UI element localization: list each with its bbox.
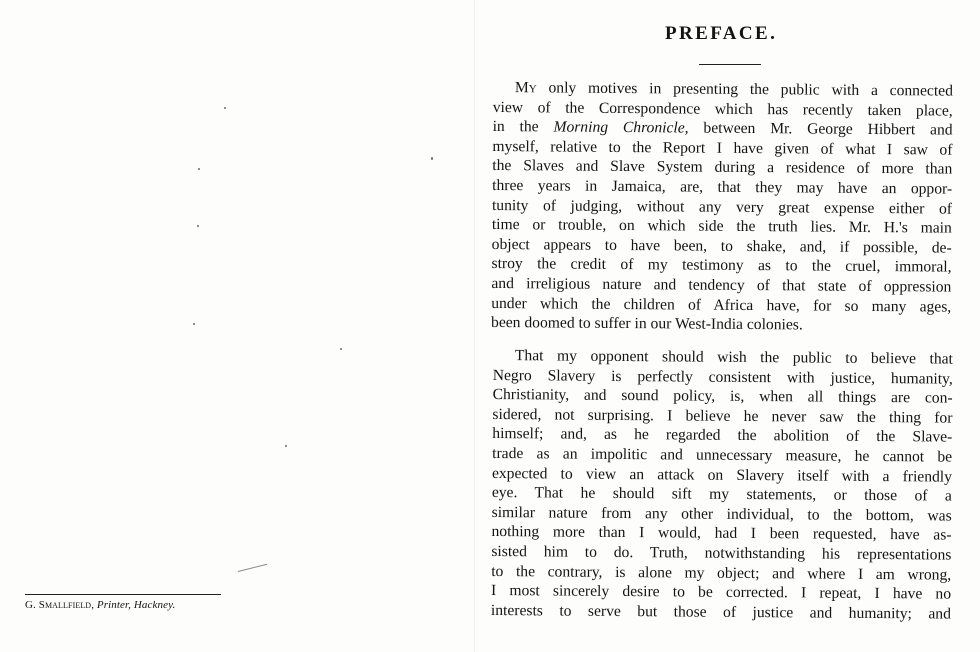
paper-speck: [198, 168, 200, 170]
printer-imprint: [25, 599, 175, 611]
drop-initial-word: My: [514, 79, 537, 97]
text-line: himself; and, as he regarded the abolition of the Slave-: [492, 425, 953, 446]
paper-speck: [224, 107, 226, 109]
text-line: That my opponent should wish the public to believe that: [514, 347, 953, 368]
line-text: between Mr. George Hibbert and: [688, 119, 953, 139]
printer-name: G. Smallfield,: [25, 599, 95, 611]
paper-speck: [197, 225, 199, 227]
text-line: myself, relative to the Report I have given of what I saw of: [492, 137, 953, 159]
paper-speck: [193, 323, 195, 325]
text-line: Christianity, and sound policy, is, when all things are con-: [492, 386, 953, 407]
text-line: Negro Slavery is perfectly consistent with justice, humanity,: [492, 366, 953, 388]
text-line: expected to view an attack on Slavery itself with a friendly: [491, 464, 953, 486]
text-line: the Slaves and Slave System during a residence of more than: [492, 157, 953, 178]
paragraph-1: [491, 78, 953, 336]
line-text: in the: [492, 118, 554, 136]
text-line: and irreligious nature and tendency of that state of oppression: [491, 274, 952, 296]
text-line: under which the children of Africa have, for so many ages,: [491, 294, 952, 316]
paper-speck: [285, 445, 287, 447]
text-line: view of the Correspondence which has recently taken place,: [492, 98, 953, 120]
paper-speck: [431, 157, 433, 160]
text-line: interests to serve but those of justice and humanity; and: [490, 601, 951, 623]
line-text: only motives in presenting the public with a connected: [536, 79, 953, 100]
text-line: eye. That he should sift my statements, or those of a: [491, 484, 952, 505]
left-page: [0, 0, 475, 652]
text-line: sisted him to do. Truth, notwithstanding his representations: [491, 542, 952, 564]
printer-location: Hackney.: [133, 599, 176, 611]
newspaper-title: Morning Chronicle,: [553, 118, 689, 137]
text-line: trade as an impolitic and unnecessary measure, he cannot be: [492, 444, 953, 466]
text-line: nothing more than I would, had I been requested, have as-: [491, 523, 952, 544]
text-line: time or trouble, on which side the truth lies. Mr. H.'s main: [491, 216, 952, 237]
paper-speck: [340, 348, 342, 350]
page-title: PREFACE.: [665, 23, 778, 44]
printer-role: Printer,: [96, 599, 132, 611]
text-line: sidered, not surprising. I believe he never saw the thing for: [492, 405, 953, 427]
title-rule: [699, 64, 761, 65]
text-line: three years in Jamaica, are, that they may have an oppor-: [492, 176, 953, 198]
text-line: stroy the credit of my testimony as to the cruel, immoral,: [491, 255, 952, 276]
text-line: been doomed to suffer in our West-India colonies.: [491, 314, 803, 334]
text-line: object appears to have been, to shake, and, if possible, de-: [491, 235, 952, 257]
imprint-rule: [25, 594, 221, 595]
paragraph-2: [491, 346, 953, 624]
stray-pen-mark: [238, 564, 267, 572]
text-line: I most sincerely desire to be corrected. I repeat, I have no: [491, 582, 952, 603]
text-line: tunity of judging, without any very great expense either of: [491, 196, 953, 218]
text-line: similar nature from any other individual, to the bottom, was: [491, 503, 952, 525]
text-line: to the contrary, is alone my object; and where I am wrong,: [491, 562, 952, 584]
